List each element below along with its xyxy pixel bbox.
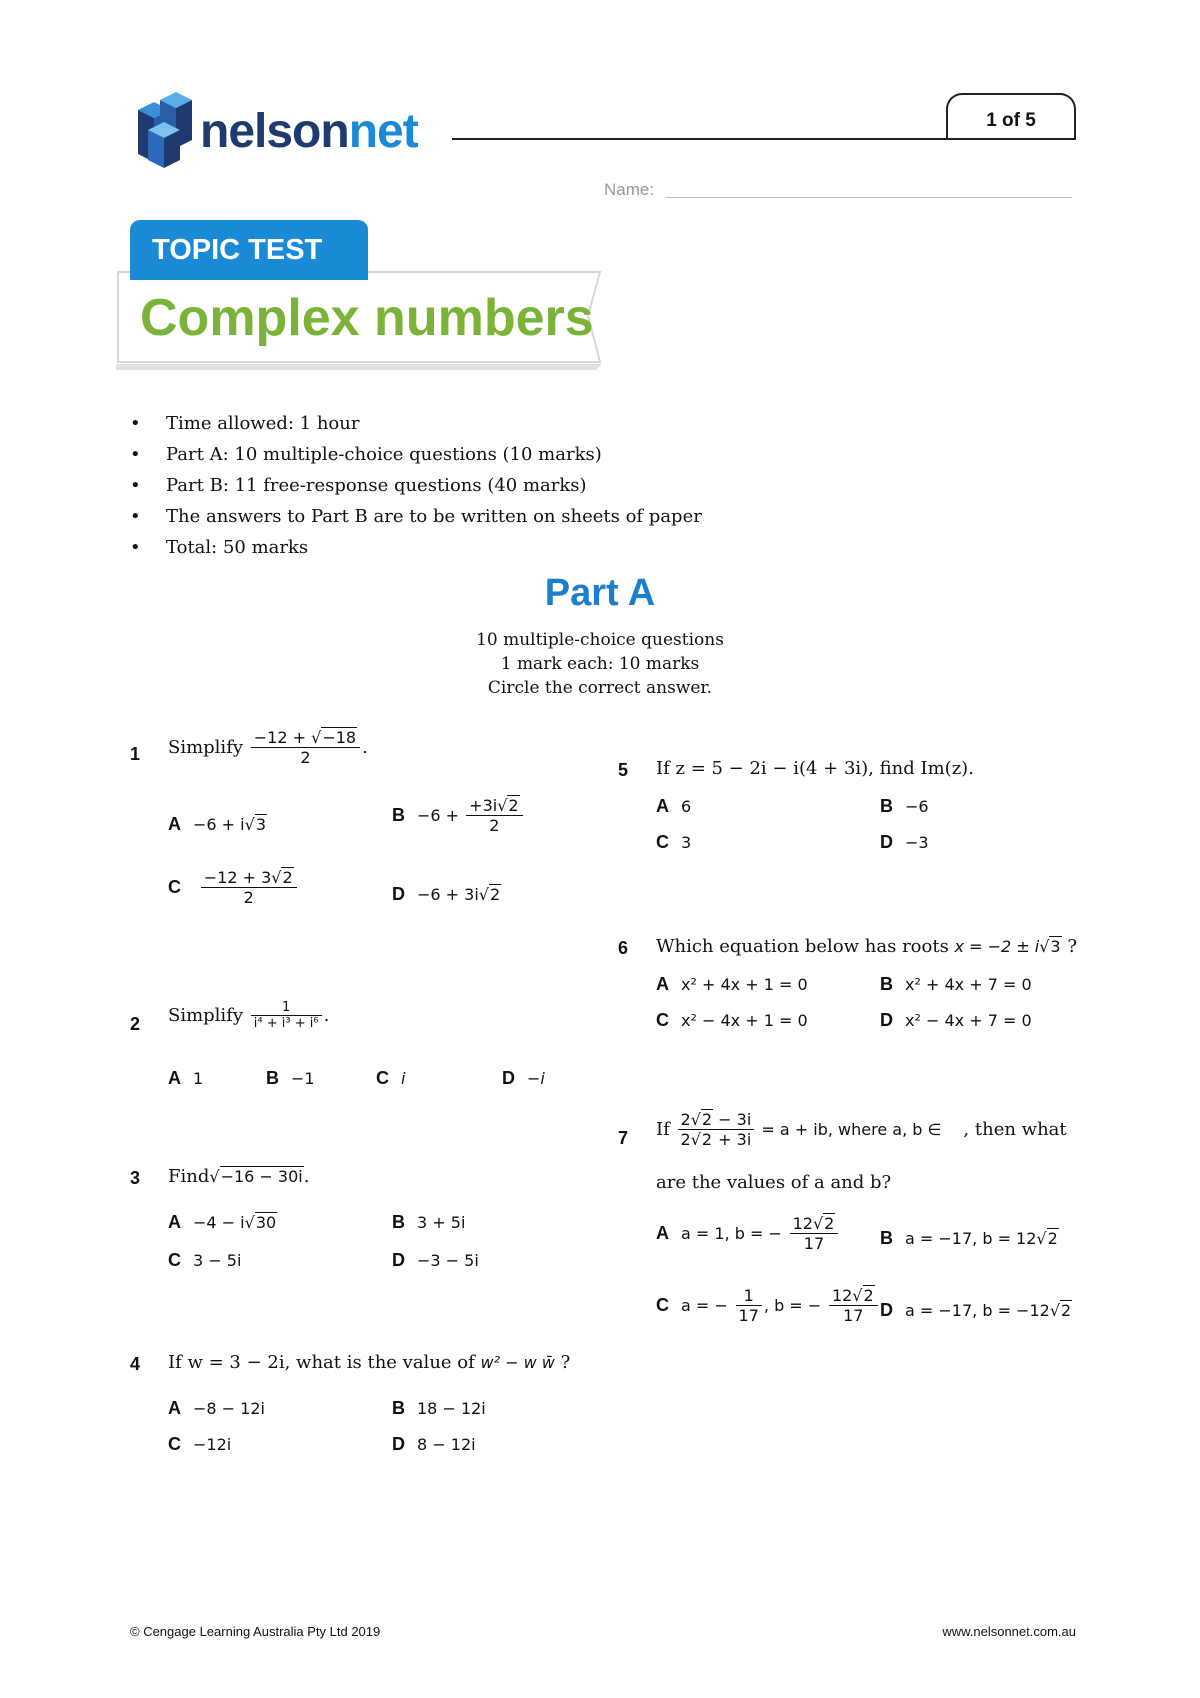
- q3-option-c[interactable]: C 3 − 5i: [168, 1250, 242, 1270]
- question-3-text: Find√−16 − 30i.: [168, 1166, 310, 1187]
- q2-option-d[interactable]: D −i: [502, 1068, 545, 1088]
- header-rule: [452, 138, 946, 140]
- q1-option-c[interactable]: C $\frac{-12 + 3√2}{2}$: [168, 868, 299, 907]
- question-6-text: Which equation below has roots x = −2 ± i√3 ?: [656, 936, 1077, 957]
- question-7-text-line-2: are the values of a and b?: [656, 1172, 892, 1193]
- q2-option-a[interactable]: A 1: [168, 1068, 204, 1088]
- part-a-line-3: Circle the correct answer.: [487, 678, 713, 698]
- q1-fraction: $\frac{-12 + √-18}{2}$: [251, 728, 360, 767]
- q5-option-b[interactable]: B −6: [880, 796, 929, 816]
- part-a-heading: Part A: [544, 572, 656, 614]
- q3-option-d[interactable]: D −3 − 5i: [392, 1250, 479, 1270]
- list-item: • Part A: 10 multiple-choice questions (10 marks): [130, 439, 702, 470]
- question-1-number: 1: [130, 744, 141, 764]
- name-field[interactable]: [666, 197, 1072, 198]
- name-label: Name:: [604, 180, 655, 199]
- q4-option-b[interactable]: B 18 − 12i: [392, 1398, 486, 1418]
- question-2-text: Simplify $\frac{1}{\text{i⁴ + i³ + i⁶}}$ .: [168, 1000, 330, 1031]
- list-item: • The answers to Part B are to be written on sheets of paper: [130, 501, 702, 532]
- q2-option-c[interactable]: C i: [376, 1068, 406, 1088]
- question-7-number: 7: [618, 1128, 629, 1148]
- question-3-number: 3: [130, 1168, 141, 1188]
- question-5-text: If z = 5 − 2i − i(4 + 3i), find Im(z).: [656, 758, 974, 779]
- logo-cubes-icon: [130, 92, 200, 170]
- part-a-line-1: 10 multiple-choice questions: [476, 630, 724, 650]
- q7-option-a[interactable]: A a = 1, b = − $\frac{12√2}{17}$: [656, 1214, 840, 1253]
- q4-option-c[interactable]: C −12i: [168, 1434, 232, 1454]
- part-a-line-2: 1 mark each: 10 marks: [500, 654, 700, 674]
- q4-option-d[interactable]: D 8 − 12i: [392, 1434, 476, 1454]
- question-2-number: 2: [130, 1014, 141, 1034]
- list-item: • Part B: 11 free-response questions (40 marks): [130, 470, 702, 501]
- q5-option-c[interactable]: C 3: [656, 832, 692, 852]
- q3-option-b[interactable]: B 3 + 5i: [392, 1212, 466, 1232]
- q7-option-b[interactable]: B a = −17, b = 12√2: [880, 1228, 1058, 1248]
- topic-test-tab: TOPIC TEST: [130, 220, 368, 280]
- logo-text-net: net: [348, 105, 418, 158]
- q2-option-b[interactable]: B −1: [266, 1068, 315, 1088]
- question-6-number: 6: [618, 938, 629, 958]
- q5-option-d[interactable]: D −3: [880, 832, 929, 852]
- page-title: Complex numbers: [140, 289, 594, 347]
- logo-text-nelson: nelson: [200, 105, 349, 158]
- question-4-text: If w = 3 − 2i, what is the value of w² − w w̄ ?: [168, 1352, 571, 1373]
- page-number: 1 of 5: [986, 110, 1036, 131]
- q3-option-a[interactable]: A −4 − i√30: [168, 1212, 277, 1232]
- q6-option-a[interactable]: A x² + 4x + 1 = 0: [656, 974, 808, 994]
- q4-option-a[interactable]: A −8 − 12i: [168, 1398, 265, 1418]
- list-item: • Time allowed: 1 hour: [130, 408, 702, 439]
- footer-copyright: © Cengage Learning Australia Pty Ltd 2019: [130, 1624, 381, 1639]
- q6-option-c[interactable]: C x² − 4x + 1 = 0: [656, 1010, 808, 1030]
- question-4-number: 4: [130, 1354, 141, 1374]
- question-5-number: 5: [618, 760, 629, 780]
- q5-option-a[interactable]: A 6: [656, 796, 692, 816]
- question-1-text: Simplify $\frac{-12 + √-18}{2}$ .: [168, 728, 368, 767]
- q1-option-d[interactable]: D −6 + 3i√2: [392, 884, 501, 904]
- q6-option-b[interactable]: B x² + 4x + 7 = 0: [880, 974, 1032, 994]
- question-7-text: If $\frac{2√2 - 3i}{2√2 + 3i}$ = a + ib, where a, b ∈ , then what: [656, 1110, 1067, 1149]
- list-item: • Total: 50 marks: [130, 532, 702, 563]
- test-info-list: [130, 408, 702, 563]
- q7-option-c[interactable]: C a = − $\frac{1}{17}$ , b = − $\frac{12√2}{17}$: [656, 1286, 880, 1325]
- q7-option-d[interactable]: D a = −17, b = −12√2: [880, 1300, 1072, 1320]
- q1-option-a[interactable]: A −6 + i√3: [168, 814, 266, 834]
- q1-option-b[interactable]: B −6 + $\frac{+3i√2}{2}$: [392, 796, 525, 835]
- page-number-box-base: [946, 138, 1076, 140]
- nelsonnet-logo: [130, 92, 460, 172]
- q6-option-d[interactable]: D x² − 4x + 7 = 0: [880, 1010, 1032, 1030]
- footer-website-link[interactable]: www.nelsonnet.com.au: [942, 1624, 1076, 1639]
